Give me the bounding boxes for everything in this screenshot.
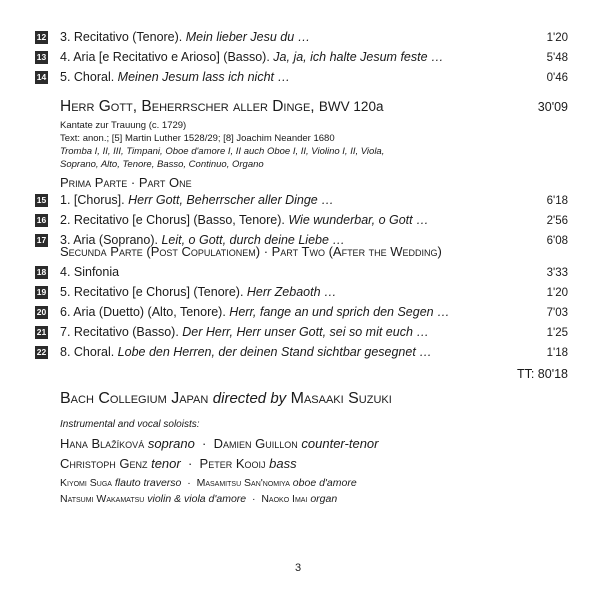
soloists-heading: Instrumental and vocal soloists:: [60, 419, 200, 430]
soloist-role: tenor: [151, 456, 181, 471]
soloist-role: flauto traverso: [114, 477, 182, 489]
work-subtitle: Kantate zur Trauung (c. 1729): [60, 120, 187, 131]
separator-dot: ·: [187, 456, 193, 471]
soloist-role: counter-tenor: [301, 436, 379, 451]
track-duration: 1'18: [546, 347, 568, 359]
track-number-badge: 13: [36, 52, 47, 62]
track-title: 7. Recitativo (Basso). Der Herr, Herr unser Gott, sei so mit euch …: [60, 325, 429, 339]
track-duration: 6'08: [546, 235, 568, 247]
work-scoring-line2: Soprano, Alto, Tenore, Basso, Continuo, Organo: [60, 159, 264, 170]
track-title: 5. Recitativo [e Chorus] (Tenore). Herr Zebaoth …: [60, 285, 337, 299]
soloists-line-2: [60, 456, 297, 472]
ensemble-line: [60, 389, 392, 409]
directed-by: directed by: [212, 390, 287, 407]
separator-dot: ·: [187, 477, 191, 489]
soloist-role: oboe d'amore: [292, 477, 357, 489]
soloist-name: Kiyomi Suga: [60, 477, 112, 489]
track-title: 4. Sinfonia: [60, 265, 120, 279]
track-number-badge: 15: [36, 195, 47, 205]
track-title: 6. Aria (Duetto) (Alto, Tenore). Herr, fange an und sprich den Segen …: [60, 305, 450, 319]
track-number-badge: 12: [36, 32, 47, 42]
track-title: 8. Choral. Lobe den Herren, der deinen Stand sichtbar gesegnet …: [60, 345, 432, 359]
work-scoring-line1: Tromba I, II, III, Timpani, Oboe d'amore I, II auch Oboe I, II, Violino I, II, Viola,: [60, 146, 385, 157]
track-duration: 2'56: [546, 215, 568, 227]
track-number-badge: 14: [36, 72, 47, 82]
soloist-name: Naoko Imai: [261, 493, 308, 505]
track-title: 3. Recitativo (Tenore). Mein lieber Jesu du …: [60, 30, 311, 44]
track-duration: 6'18: [546, 195, 568, 207]
separator-dot: ·: [251, 493, 256, 505]
soloists-line-3: [60, 476, 357, 490]
part-two-heading: Secunda Parte (Post Copulationem) · Part Two (After the Wedding): [60, 244, 442, 259]
soloist-role: bass: [269, 456, 297, 471]
soloists-line-4: [60, 492, 337, 506]
track-duration: 1'25: [546, 327, 568, 339]
track-number-badge: 19: [36, 287, 47, 297]
track-number-badge: 21: [36, 327, 47, 337]
track-duration: 1'20: [546, 32, 568, 44]
track-number-badge: 22: [36, 347, 47, 357]
work-bwv: BWV 120a: [318, 99, 384, 114]
soloist-name: Natsumi Wakamatsu: [60, 493, 145, 505]
total-time: TT: 80'18: [516, 367, 568, 381]
track-number-badge: 20: [36, 307, 47, 317]
track-duration: 3'33: [546, 267, 568, 279]
work-title: Herr Gott, Beherrscher aller Dinge, BWV 120a: [60, 98, 384, 115]
work-total-duration: 30'09: [537, 100, 568, 114]
page-number: 3: [295, 562, 302, 574]
track-number-badge: 16: [36, 215, 47, 225]
soloists-line-1: [60, 436, 378, 452]
track-number-badge: 17: [36, 235, 47, 245]
track-title: 1. [Chorus]. Herr Gott, Beherrscher aller Dinge …: [60, 193, 334, 207]
track-title: 5. Choral. Meinen Jesum lass ich nicht …: [60, 70, 290, 84]
part-one-heading: Prima Parte · Part One: [60, 175, 192, 190]
soloist-name: Masamitsu San'nomiya: [196, 477, 290, 489]
work-text-credits: Text: anon.; [5] Martin Luther 1528/29; [8] Joachim Neander 1680: [60, 133, 335, 144]
track-duration: 7'03: [546, 307, 568, 319]
soloist-role: violin & viola d'amore: [147, 493, 247, 505]
separator-dot: ·: [202, 436, 207, 451]
ensemble-name: Bach Collegium Japan: [60, 390, 209, 407]
track-number-badge: 18: [36, 267, 47, 277]
soloist-name: Christoph Genz: [60, 456, 148, 471]
soloist-role: soprano: [147, 436, 195, 451]
track-title: 3. Aria (Soprano). Leit, o Gott, durch deine Liebe …: [60, 233, 345, 247]
soloist-name: Peter Kooij: [199, 456, 266, 471]
soloist-name: Damien Guillon: [213, 436, 298, 451]
conductor-name: Masaaki Suzuki: [290, 390, 392, 407]
soloist-name: Hana Blažíková: [60, 436, 145, 451]
track-title: 2. Recitativo [e Chorus] (Basso, Tenore). Wie wunderbar, o Gott …: [60, 213, 429, 227]
track-title: 4. Aria [e Recitativo e Arioso] (Basso). Ja, ja, ich halte Jesum feste …: [60, 50, 444, 64]
track-duration: 5'48: [546, 52, 568, 64]
track-duration: 1'20: [546, 287, 568, 299]
track-duration: 0'46: [546, 72, 568, 84]
soloist-role: organ: [310, 493, 338, 505]
